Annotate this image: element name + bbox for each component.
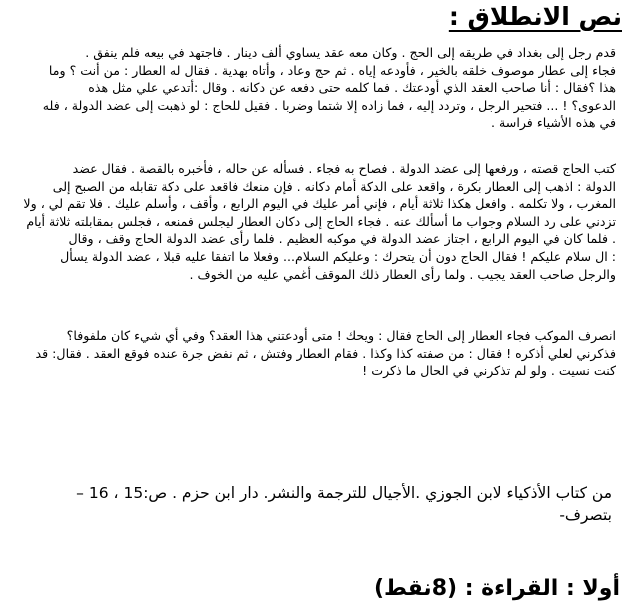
text-line: انصرف الموكب فجاء العطار إلى الحاج فقال : ويحك ! متى أودعتني هذا العقد؟ وفي أي شيء كان ملفوفا؟ (66, 328, 616, 343)
paragraph-2 (14, 160, 616, 283)
text-line: الدعوى؟ ! ... فتحير الرجل ، وتردد إليه ، فما زاده إلا شتما وضربا . فقيل للحاج : لو ذهبت إلى عضد الدولة ، فله (42, 97, 616, 113)
source-citation: من كتاب الأذكياء لابن الجوزي .الأجيال للترجمة والنشر. دار ابن حزم . ص:15 ، 16 – بتصرف- (76, 484, 612, 524)
text-line: الدولة : اذهب إلى العطار بكرة ، واقعد على الدكة أمام دكانه . فإن منعك فاقعد على دكة تقابله من الصبح إلى (52, 178, 616, 194)
text-line: فجاء إلى عطار موصوف خلقه بالخير ، فأودعه إياه . ثم حج وعاد ، وأتاه بهدية . فقال له العطار : من أنت ؟ وما (48, 62, 616, 78)
text-line: المغرب ، ولا تكلمه . وافعل هكذا ثلاثة أيام ، فإني أمر عليك في اليوم الرابع ، وأقف ، وأسلم عليك . فلا تقم لي ، ولا (23, 196, 616, 212)
paragraph-1 (14, 44, 616, 132)
text-line: في هذه الأشياء فراسة . (491, 115, 616, 131)
page-title: نص الانطلاق : (448, 2, 622, 31)
text-line: هذا ؟فقال : أنا صاحب العقد الذي أودعتك . فما كلمه حتى دفعه عن دكانه . وقال :أتدعي علي مثل هذه (88, 80, 616, 96)
text-line: قدم رجل إلى بغداد في طريقه إلى الحج . وكان معه عقد يساوي ألف دينار . فاجتهد في بيعه فلم ينفق . (85, 45, 616, 60)
text-line: تزدني على رد السلام وجواب ما أسألك عنه . فجاء الحاج إلى دكان العطار ليجلس فمنعه ، فجلس بمقابلته ثلاثة أيام (26, 213, 616, 229)
text-line: كنت نسيت . ولو لم تذكرني في الحال ما ذكرت ! (362, 363, 616, 379)
text-line: : ال سلام عليكم ! فقال الحاج دون أن يتحرك : وعليكم السلام... وفعلا ما اتفقا عليه قبلا ، عضد الدولة يسأل (60, 248, 616, 264)
text-line: كتب الحاج قصته ، ورفعها إلى عضد الدولة . فصاح به فجاء . فسأله عن حاله ، فأخبره بالقصة . فقال عضد (72, 161, 616, 176)
section-heading: أولا : القراءة : (8نقط) (373, 576, 620, 601)
text-line: . فلما كان في اليوم الرابع ، اجتاز عضد الدولة في موكبه العظيم . فلما رأى عضد الدولة الحاج وقف ، وقال (68, 231, 616, 247)
text-line: فذكرني لعلي أذكره ! فقال : من صفته كذا وكذا . فقام العطار وفتش ، ثم نفض جرة عنده فوقع العقد . فقال: قد (35, 345, 616, 361)
text-line: والرجل صاحب العقد يجيب . ولما رأى العطار ذلك الموقف أغمي عليه من الخوف . (189, 266, 616, 282)
paragraph-3 (14, 327, 616, 380)
